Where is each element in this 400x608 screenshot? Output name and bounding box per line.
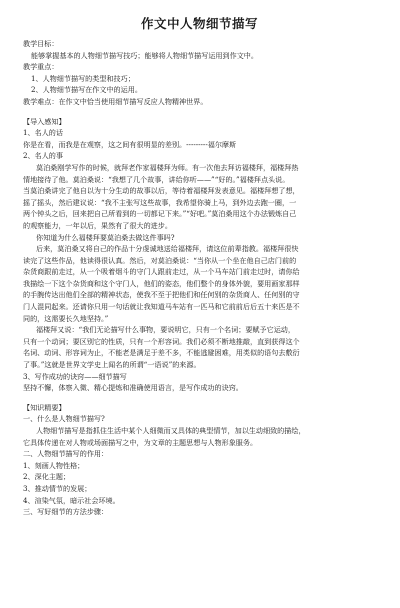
story-line: 两个钟头之后，回来把自己所看到的一切都记下来。”“好吧。”莫泊桑用这个办法锻炼自己 [23,209,297,219]
story-line: 名词、动词、形容词为止，不能老是满足于差不多，不能逃避困难，用类似的语句去敷衍 [23,348,300,358]
key-point-item: 2、人物细节描写在作文中的运用。 [31,85,142,95]
tip-text: 坚持不懈，体察入微、精心提炼和准确使用语言，是写作成功的诀窍。 [23,383,243,393]
story-line: 杂货商跟前走过，从一个吸着烟斗的守门人跟前走过，从一个马车站门前走过时，请你给 [23,267,300,277]
story-line: 只有一个动词；要区别它的性质，只有一个形容词。我们必须不断地推敲，直到获得这个 [23,336,300,346]
intro-subheading: 2、名人的事 [23,151,63,161]
use-item: 3、推动情节的发展； [23,483,92,493]
objectives-label: 教学目标： [23,39,59,48]
knowledge-heading: 【知识精要】 [23,402,66,412]
key-point-item: 1、人物细节描写的类型和技巧； [31,73,135,83]
use-item: 2、深化主题； [23,472,71,482]
definition-line: 它具体传递在对人物或场面描写之中，为文章的主题思想与人物形象服务。 [23,437,258,447]
story-line: 的观察能力，一年以后，果然有了很大的进步。 [23,220,172,230]
key-points-label: 教学重点： [23,62,59,72]
knowledge-question: 一、什么是人物细节描写? [23,414,105,424]
story-line: 情地接待了他。莫泊桑说：“我想了几个故事，讲给你听——”“好的。”福楼拜点头说。 [23,174,290,184]
story-line: 我描绘一下这个杂货商和这个守门人，他们的姿态，他们整个的身体外貌，要用画家那样 [23,278,300,288]
story-line: 了事。”这就是世界文学史上闻名的所谓“一语说”的来源。 [23,360,201,370]
story-line: 读完了这些作品，他读得很认真。然后，对莫泊桑说：“当你从一个坐在他自己店门前的 [23,255,297,265]
knowledge-question: 二、人物细节描写的作用： [23,449,109,459]
story-line: 当莫泊桑讲完了他自以为十分生动的故事以后，等待着福楼拜发表意见。福楼拜想了想， [23,186,300,196]
intro-heading: 【导入感知】 [23,116,66,126]
definition-line: 人物细节描写是指抓住生活中某个人细微而又具体的典型情节，加以生动细致的描绘， [36,426,306,435]
story-line: 的手腕传达出他们全部的精神状态，使我不至于把他们和任何别的杂货商人、任何别的守 [23,290,300,300]
story-line: 莫泊桑刚学写作的时候，就拜老作家福楼拜为师。有一次他去拜访福楼拜，福楼拜热 [36,162,299,172]
use-item: 1、刻画人物性格； [23,460,85,470]
intro-subheading: 1、名人的话 [23,128,63,138]
objectives-text: 能够掌握基本的人物细节描写技巧；能够将人物细节描写运用到作文中。 [31,50,258,60]
quote-text: 你是在看，而我是在观察，这之间有很明显的差别。---------福尔摩斯 [23,139,237,149]
difficulty-text: 教学难点：在作文中恰当使用细节描写反应人物精神世界。 [23,96,208,106]
story-line: 摇了摇头，然后建议说：“我不主张写这些故事，我希望你骑上马，到外边去跑一圈，一 [23,197,297,207]
story-line: 福楼拜又说：“我们无论描写什么事物，要说明它，只有一个名词；要赋予它运动， [36,325,295,335]
story-line: 门人混同起来。还请你只用一句话就让我知道马车站有一匹马和它前前后后五十来匹是不 [23,302,300,312]
story-line: 后来，莫泊桑又将自己的作品十分虔诚地送给福楼拜，请这位前辈指教。福楼拜很快 [36,244,299,254]
story-line: 同的，这需要长久地坚持。” [23,313,109,323]
knowledge-question: 三、写好细节的方法步骤： [23,507,109,517]
question-text: 你知道为什么福楼拜要莫泊桑去做这件事吗? [36,232,175,242]
intro-subheading: 3、写作成功的诀窍——细节描写 [23,371,127,381]
use-item: 4、渲染气氛，暗示社会环境。 [23,495,120,505]
page-title: 作文中人物细节描写 [140,16,258,31]
